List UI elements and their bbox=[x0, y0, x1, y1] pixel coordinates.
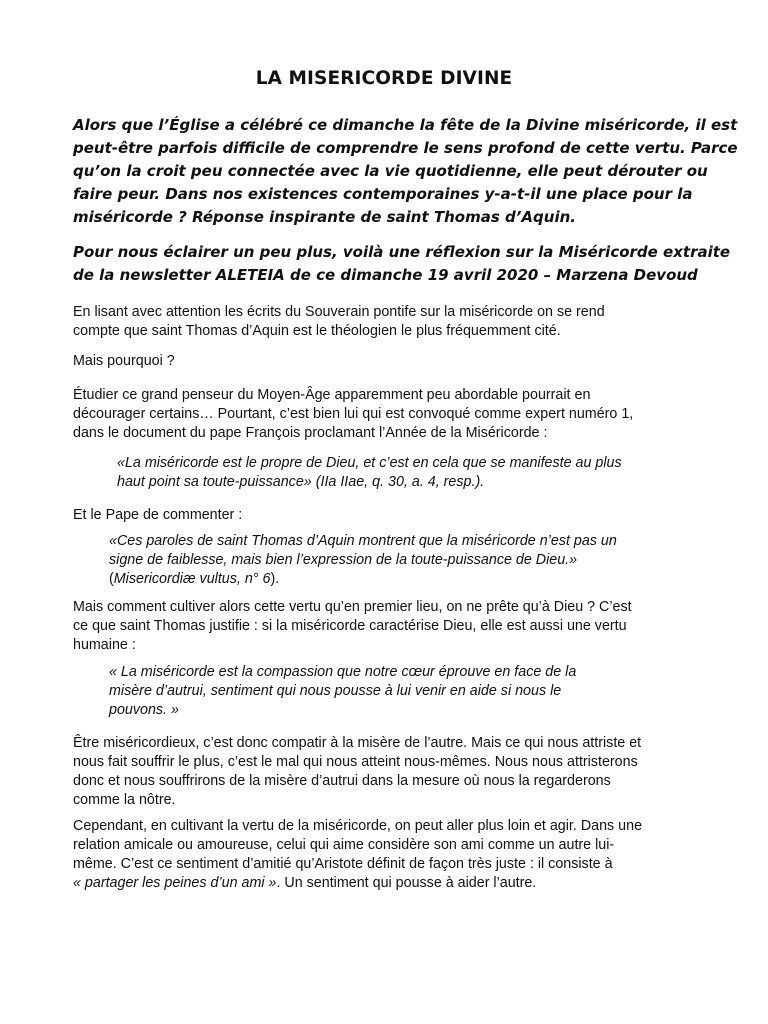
quote-line: « La miséricorde est la compassion que notre cœur éprouve en face de la bbox=[109, 664, 577, 680]
body-line: Et le Pape de commenter : bbox=[73, 507, 243, 523]
body-line: relation amicale ou amoureuse, celui qui aime considère son ami comme un autre lui- bbox=[73, 837, 615, 853]
intro-line: qu’on la croit peu connectée avec la vie quotidienne, elle peut dérouter ou bbox=[73, 162, 708, 180]
body-line: Mais pourquoi ? bbox=[73, 353, 175, 369]
body-line: Cependant, en cultivant la vertu de la miséricorde, on peut aller plus loin et agir. Dans une bbox=[73, 818, 643, 834]
source-line: de la newsletter ALETEIA de ce dimanche 19 avril 2020 – Marzena Devoud bbox=[73, 266, 698, 284]
citation-close: ). bbox=[270, 571, 280, 587]
body-paragraph-1 bbox=[73, 303, 703, 341]
intro-line: faire peur. Dans nos existences contemporaines y-a-t-il une place pour la bbox=[73, 185, 693, 203]
source-paragraph bbox=[73, 241, 731, 287]
quote-line: misère d’autrui, sentiment qui nous pousse à lui venir en aide si nous le bbox=[109, 683, 562, 699]
body-line-tail: . Un sentiment qui pousse à aider l’autre. bbox=[276, 875, 537, 891]
quote-line: «Ces paroles de saint Thomas d’Aquin montrent que la miséricorde n’est pas un bbox=[109, 533, 617, 549]
body-paragraph-3 bbox=[73, 386, 703, 443]
body-line: En lisant avec attention les écrits du Souverain pontife sur la miséricorde on se rend bbox=[73, 304, 605, 320]
body-line: même. C’est ce sentiment d’amitié qu’Aristote définit de façon très juste : il consiste à bbox=[73, 856, 613, 872]
quote-citation bbox=[109, 570, 689, 589]
citation-title: Misericordiæ vultus, n° 6 bbox=[113, 571, 271, 587]
body-line: comme la nôtre. bbox=[73, 792, 176, 808]
body-line: donc et nous souffrirons de la misère d’autrui dans la mesure où nous la regarderons bbox=[73, 773, 611, 789]
body-paragraph-2 bbox=[73, 352, 703, 371]
body-line: humaine : bbox=[73, 637, 136, 653]
intro-paragraph bbox=[73, 114, 738, 229]
body-paragraph-4 bbox=[73, 506, 703, 525]
quote-3 bbox=[109, 663, 689, 720]
body-line: Être miséricordieux, c’est donc compatir à la misère de l’autre. Mais ce qui nous attriste et bbox=[73, 735, 642, 751]
body-line: décourager certains… Pourtant, c’est bien lui qui est convoqué comme expert numéro 1, bbox=[73, 406, 634, 422]
quote-line: «La miséricorde est le propre de Dieu, et c’est en cela que se manifeste au plus bbox=[117, 455, 622, 471]
citation-open: ( bbox=[109, 571, 114, 587]
intro-line: Alors que l’Église a célébré ce dimanche la fête de la Divine miséricorde, il est bbox=[73, 116, 738, 134]
intro-line: peut-être parfois difficile de comprendre le sens profond de cette vertu. Parce bbox=[73, 139, 738, 157]
quote-1 bbox=[117, 454, 697, 492]
body-line: compte que saint Thomas d’Aquin est le théologien le plus fréquemment cité. bbox=[73, 323, 561, 339]
body-line: Étudier ce grand penseur du Moyen-Âge apparemment peu abordable pourrait en bbox=[73, 387, 591, 403]
quote-line: signe de faiblesse, mais bien l’expression de la toute-puissance de Dieu.» bbox=[109, 552, 578, 568]
aristotle-quote: « partager les peines d’un ami » bbox=[73, 875, 277, 891]
document-title: LA MISERICORDE DIVINE bbox=[255, 68, 513, 89]
body-line-last bbox=[73, 874, 703, 893]
body-line: dans le document du pape François proclamant l’Année de la Miséricorde : bbox=[73, 425, 548, 441]
body-paragraph-6 bbox=[73, 734, 703, 810]
intro-line: miséricorde ? Réponse inspirante de saint Thomas d’Aquin. bbox=[73, 208, 576, 226]
body-paragraph-7 bbox=[73, 817, 703, 893]
quote-line: haut point sa toute-puissance» (IIa IIae, q. 30, a. 4, resp.). bbox=[117, 474, 485, 490]
quote-line: pouvons. » bbox=[109, 702, 179, 718]
body-line: nous fait souffrir le plus, c’est le mal qui nous atteint nous-mêmes. Nous nous attristerons bbox=[73, 754, 638, 770]
body-line: Mais comment cultiver alors cette vertu qu’en premier lieu, on ne prête qu’à Dieu ? C’est bbox=[73, 599, 632, 615]
source-line: Pour nous éclairer un peu plus, voilà une réflexion sur la Miséricorde extraite bbox=[73, 243, 731, 261]
body-paragraph-5 bbox=[73, 598, 703, 655]
body-line: ce que saint Thomas justifie : si la miséricorde caractérise Dieu, elle est aussi une vertu bbox=[73, 618, 627, 634]
quote-2 bbox=[109, 532, 689, 589]
